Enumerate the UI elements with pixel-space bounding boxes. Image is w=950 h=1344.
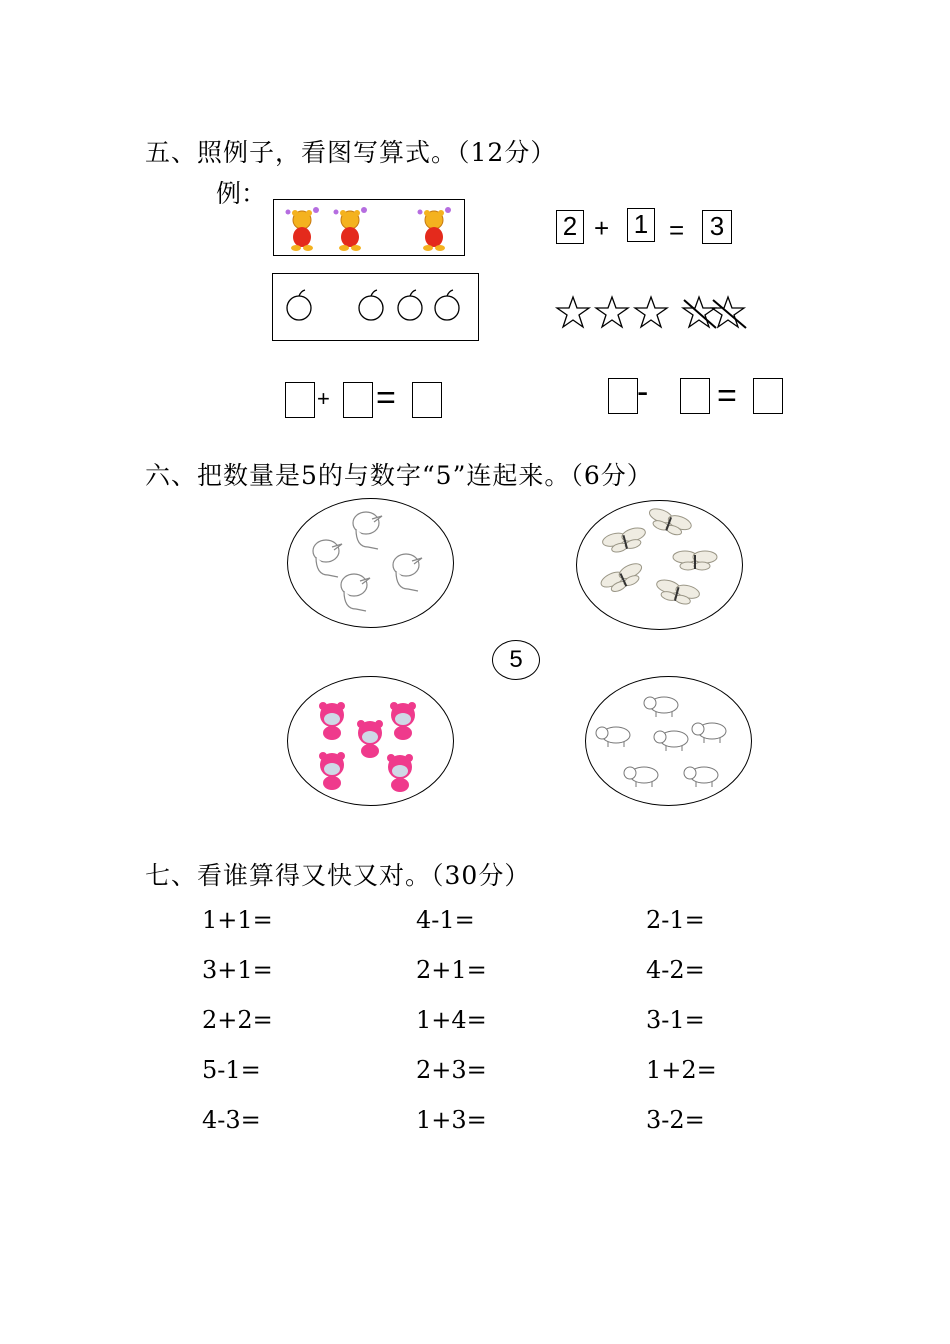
arithmetic-item: 3+1= — [202, 956, 273, 984]
pink-cat-icon — [357, 720, 383, 758]
example-label: 例： — [216, 179, 267, 208]
number-five-circle[interactable]: 5 — [492, 640, 540, 680]
arithmetic-item: 1+4= — [416, 1006, 487, 1034]
duck-icon — [341, 574, 370, 611]
butterflies-group-circle[interactable] — [576, 500, 743, 630]
apples-picture-frame — [272, 273, 479, 341]
section7-title: 七、看谁算得又快又对。（30分） — [145, 861, 531, 890]
example-addend-b-box: 1 — [627, 208, 655, 242]
arithmetic-item: 3-2= — [646, 1106, 705, 1134]
star-icon — [557, 297, 589, 327]
pigs-group-circle[interactable] — [585, 676, 752, 806]
apple-icon — [359, 290, 383, 320]
subtraction-answer-box-result[interactable] — [753, 378, 783, 414]
arithmetic-item: 1+2= — [646, 1056, 717, 1084]
butterfly-icon — [601, 526, 648, 556]
pig-icon — [654, 731, 688, 751]
apple-icon — [435, 290, 459, 320]
addition-equals-sign: = — [376, 379, 396, 417]
pig-icon — [692, 723, 726, 743]
section6-title: 六、把数量是5的与数字“5”连起来。（6分） — [145, 461, 653, 490]
apple-icon — [398, 290, 422, 320]
example-equals-sign: = — [669, 215, 685, 245]
pig-icon — [644, 697, 678, 717]
subtraction-answer-box-1[interactable] — [608, 378, 638, 414]
pink-cats-picture — [288, 677, 455, 807]
pig-icon — [624, 767, 658, 787]
duck-icon — [353, 512, 382, 549]
butterfly-icon — [645, 506, 693, 539]
duck-icon — [313, 540, 342, 577]
bear-figure — [286, 207, 320, 251]
pig-icon — [596, 727, 630, 747]
star-icon — [635, 297, 667, 327]
subtraction-minus-sign: - — [637, 373, 649, 411]
butterfly-icon — [599, 561, 647, 597]
pigs-picture — [586, 677, 753, 807]
butterflies-picture — [577, 501, 744, 631]
ducks-group-circle[interactable] — [287, 498, 454, 628]
arithmetic-item: 2+1= — [416, 956, 487, 984]
pink-cat-icon — [390, 702, 416, 740]
arithmetic-item: 1+3= — [416, 1106, 487, 1134]
winnie-bears-picture — [274, 200, 466, 257]
arithmetic-item: 1+1= — [202, 906, 273, 934]
arithmetic-item: 3-1= — [646, 1006, 705, 1034]
example-addend-a-box: 2 — [556, 210, 584, 244]
addition-answer-box-result[interactable] — [412, 382, 442, 418]
arithmetic-item: 5-1= — [202, 1056, 261, 1084]
arithmetic-item: 2+2= — [202, 1006, 273, 1034]
bear-figure — [334, 207, 368, 251]
addition-answer-box-2[interactable] — [343, 382, 373, 418]
pink-cat-icon — [387, 754, 413, 792]
addition-plus-sign: + — [317, 386, 330, 411]
bear-figure — [418, 207, 452, 251]
arithmetic-item: 4-3= — [202, 1106, 261, 1134]
example-result-box: 3 — [702, 210, 732, 244]
arithmetic-item: 4-1= — [416, 906, 475, 934]
example-plus-sign: + — [594, 213, 610, 243]
butterfly-icon — [653, 578, 700, 608]
butterfly-icon — [673, 551, 717, 570]
arithmetic-item: 2+3= — [416, 1056, 487, 1084]
pig-icon — [684, 767, 718, 787]
stars-picture — [556, 294, 751, 330]
star-icon — [596, 297, 628, 327]
pink-cat-icon — [319, 752, 345, 790]
apples-picture — [273, 274, 480, 342]
subtraction-answer-box-2[interactable] — [680, 378, 710, 414]
pink-cats-group-circle[interactable] — [287, 676, 454, 806]
ducks-picture — [288, 499, 455, 629]
subtraction-equals-sign: = — [717, 377, 737, 415]
arithmetic-item: 4-2= — [646, 956, 705, 984]
addition-answer-box-1[interactable] — [285, 382, 315, 418]
bears-picture-frame — [273, 199, 465, 256]
arithmetic-item: 2-1= — [646, 906, 705, 934]
duck-icon — [393, 554, 422, 591]
section5-title: 五、照例子，看图写算式。（12分） — [145, 138, 557, 167]
pink-cat-icon — [319, 702, 345, 740]
apple-icon — [287, 290, 311, 320]
